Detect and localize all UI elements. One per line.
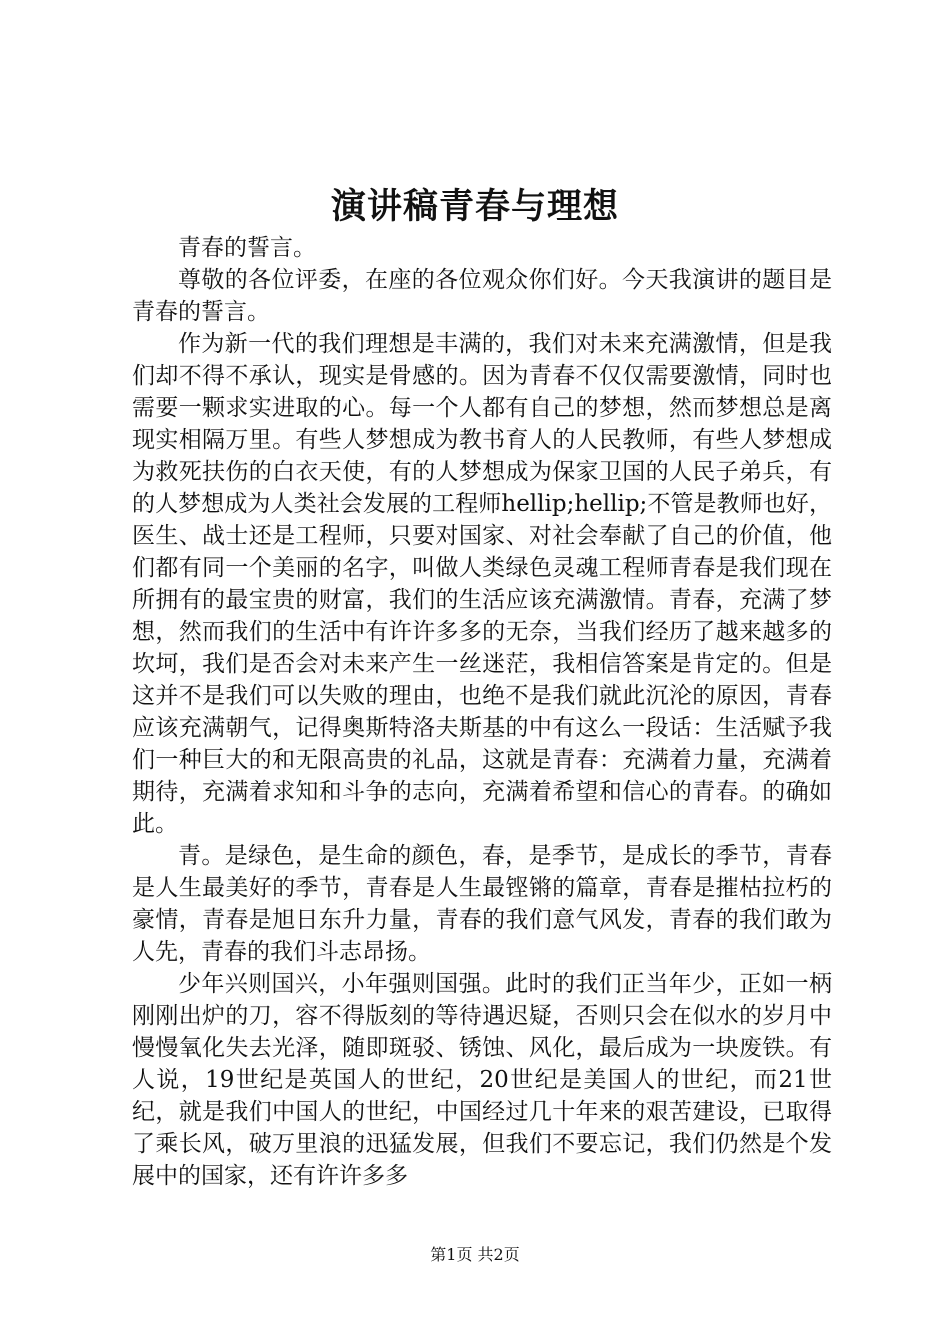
paragraph-1: 青春的誓言。 (178, 235, 316, 261)
paragraph-5: 少年兴则国兴，小年强则国强。此时的我们正当年少，正如一柄刚刚出炉的刀，容不得版刻的等待遇迟疑，否则只会在似水的岁月中慢慢氧化失去光泽，随即斑驳、锈蚀、风化，最后成为一块废铁。有人说，19世纪是英国人的世纪，20世纪是美国人的世纪，而21世纪，就是我们中国人的世纪，中国经过几十年来的艰苦建设，已取得了乘长风，破万里浪的迅猛发展，但我们不要忘记，我们仍然是个发展中的国家，还有许许多多 (132, 971, 832, 1189)
document-title: 演讲稿青春与理想 (330, 186, 619, 227)
document-body (132, 232, 832, 1192)
paragraph-3: 作为新一代的我们理想是丰满的，我们对未来充满激情，但是我们却不得不承认，现实是骨感的。因为青春不仅仅需要激情，同时也需要一颗求实进取的心。每一个人都有自己的梦想，然而梦想总是离现实相隔万里。有些人梦想成为教书育人的人民教师，有些人梦想成为救死扶伤的白衣天使，有的人梦想成为保家卫国的人民子弟兵，有的人梦想成为人类社会发展的工程师hellip;hellip;不管是教师也好，医生、战士还是工程师，只要对国家、对社会奉献了自己的价值，他们都有同一个美丽的名字，叫做人类绿色灵魂工程师青春是我们现在所拥有的最宝贵的财富，我们的生活应该充满激情。青春，充满了梦想，然而我们的生活中有许许多多的无奈，当我们经历了越来越多的坎坷，我们是否会对未来产生一丝迷茫，我相信答案是肯定的。但是这并不是我们可以失败的理由，也绝不是我们就此沉沦的原因，青春应该充满朝气，记得奥斯特洛夫斯基的中有这么一段话：生活赋予我们一种巨大的和无限高贵的礼品，这就是青春：充满着力量，充满着期待，充满着求知和斗争的志向，充满着希望和信心的青春。的确如此。 (132, 331, 832, 837)
paragraph-4: 青。是绿色，是生命的颜色，春，是季节，是成长的季节，青春是人生最美好的季节，青春是人生最铿锵的篇章，青春是摧枯拉朽的豪情，青春是旭日东升力量，青春的我们意气风发，青春的我们敢为人先，青春的我们斗志昂扬。 (132, 843, 832, 965)
paragraph-2: 尊敬的各位评委，在座的各位观众你们好。今天我演讲的题目是青春的誓言。 (132, 267, 832, 325)
page-number-footer: 第1页 共2页 (430, 1245, 520, 1264)
